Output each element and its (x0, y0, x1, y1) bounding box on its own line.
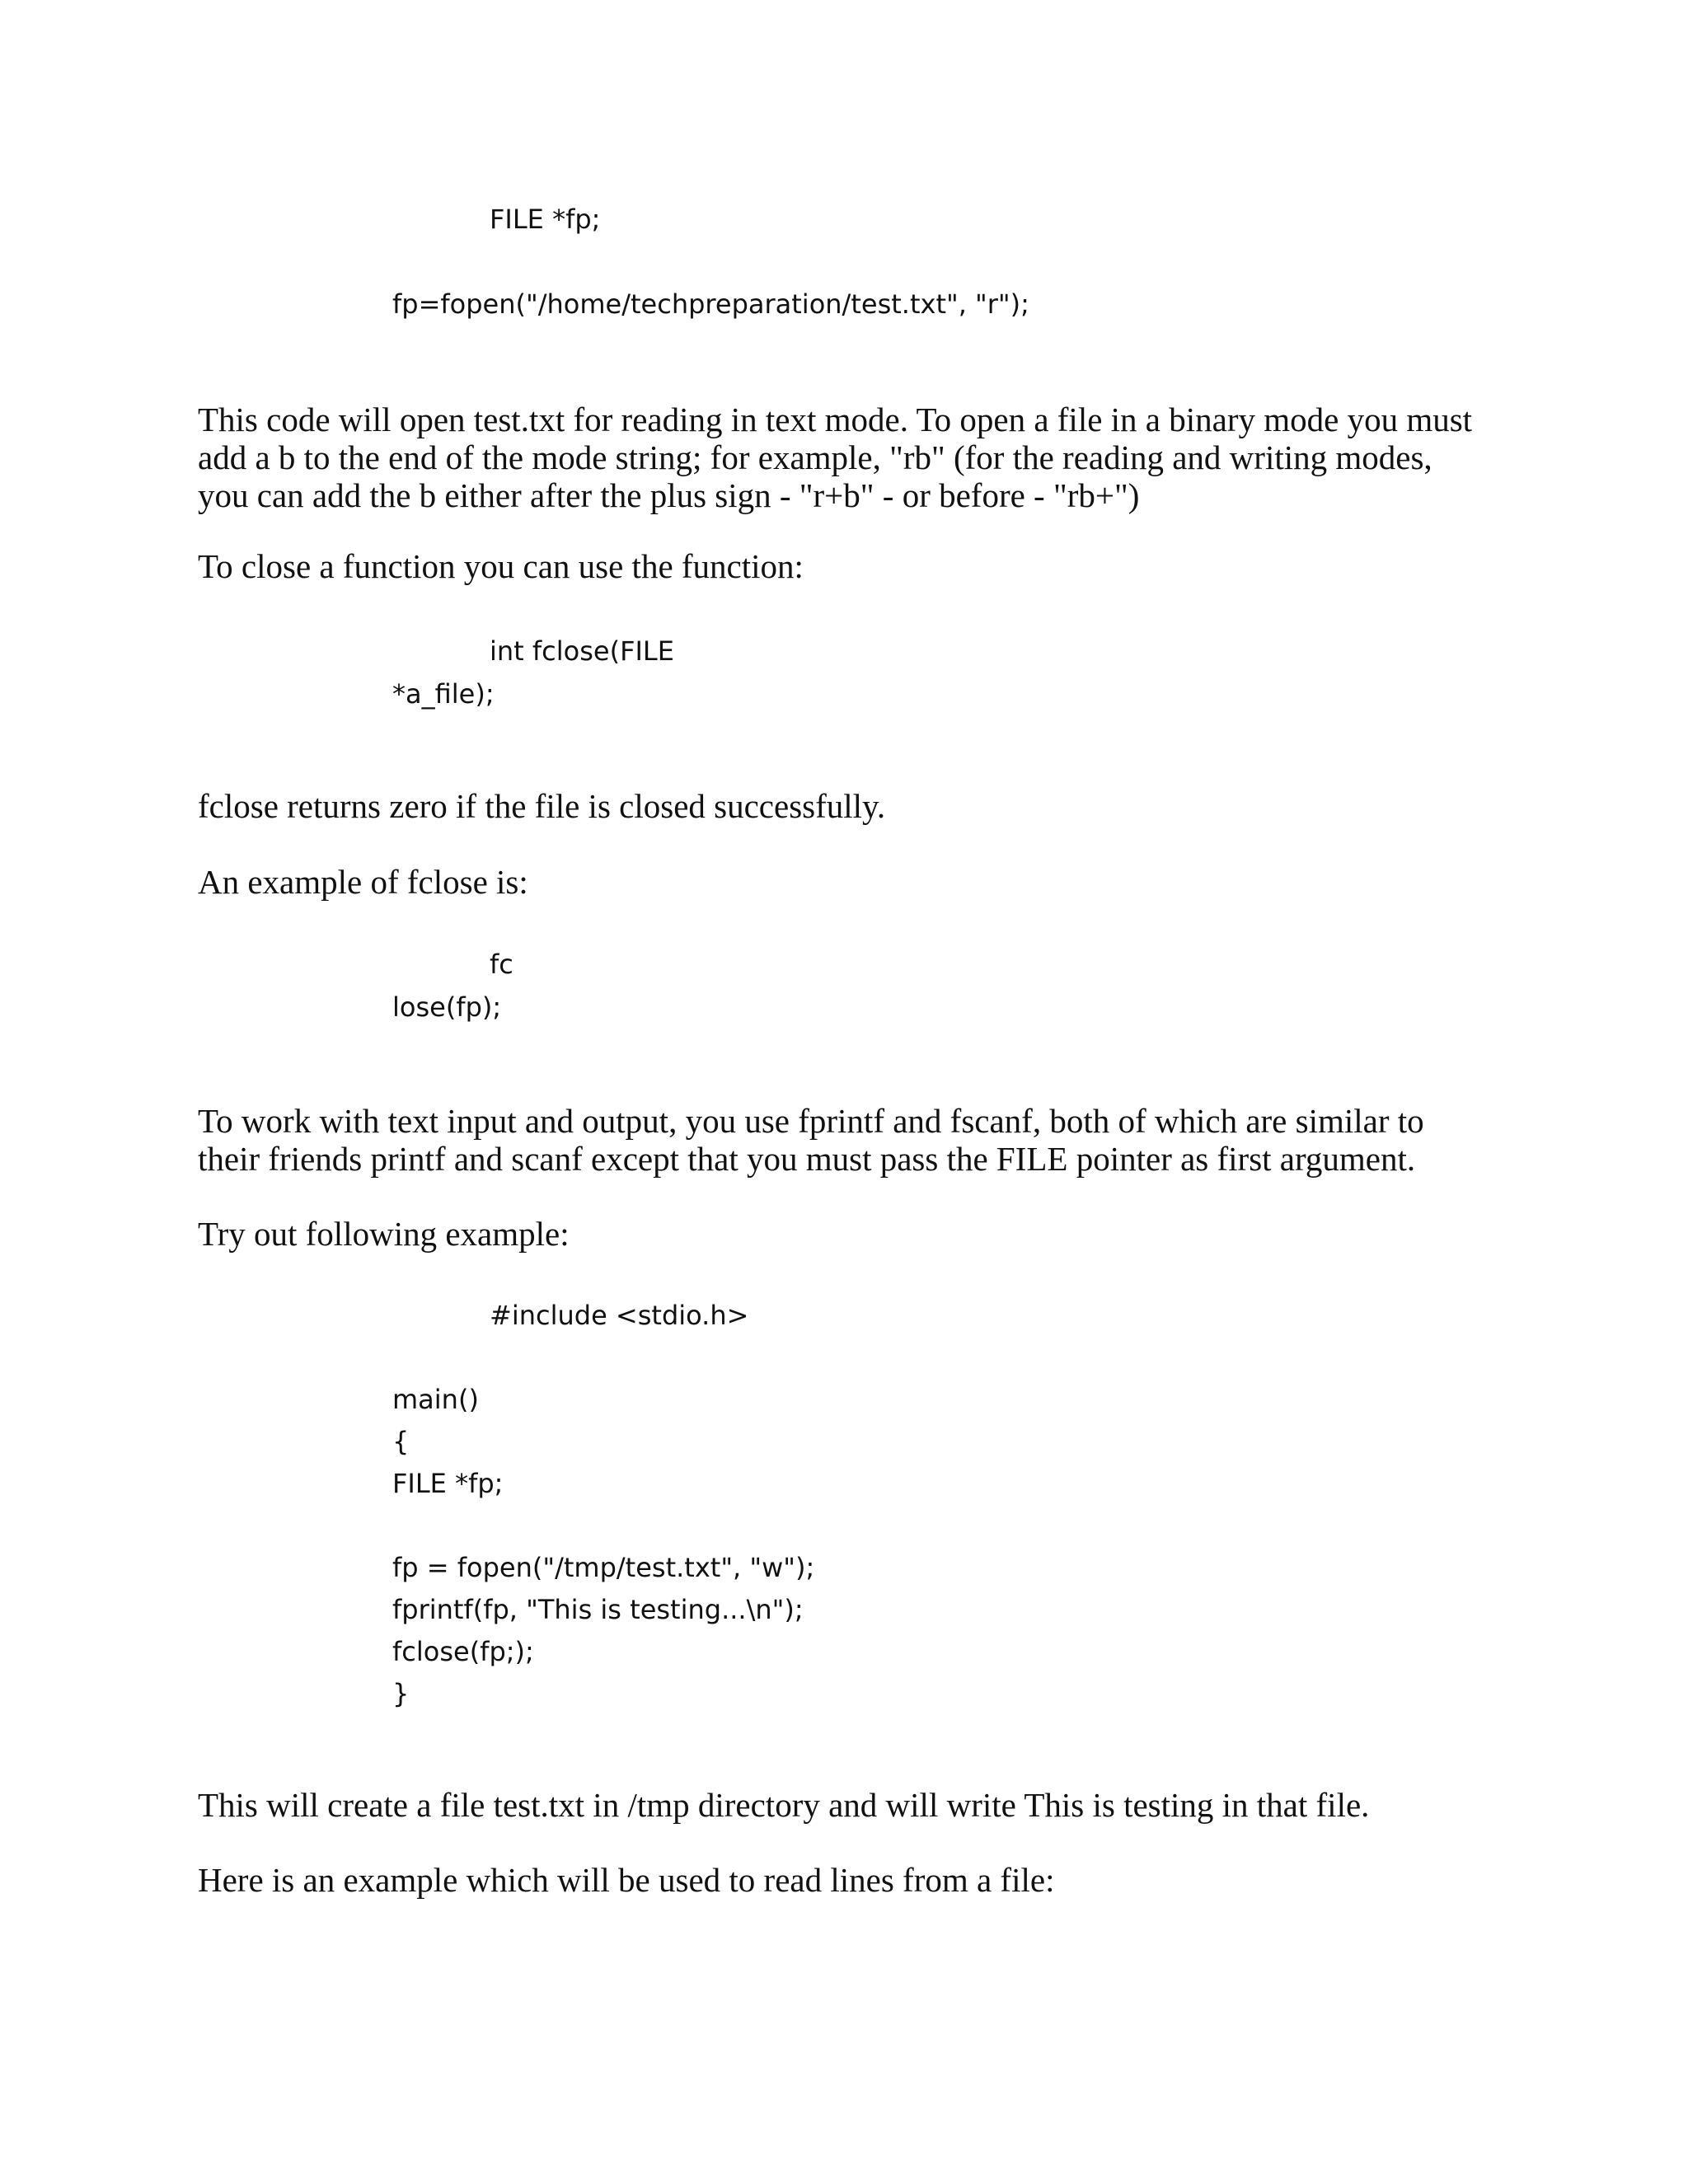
code-line: #include <stdio.h> (490, 1300, 749, 1331)
code-line: fprintf(fp, "This is testing...\n"); (392, 1594, 804, 1625)
paragraph: Try out following example: (198, 1215, 570, 1253)
paragraph: This will create a file test.txt in /tmp directory and will write This is testing in that file. (198, 1786, 1370, 1824)
code-line: fclose(fp;); (392, 1636, 534, 1667)
code-line: FILE *fp; (392, 1468, 504, 1499)
paragraph: Here is an example which will be used to read lines from a file: (198, 1861, 1055, 1899)
paragraph: To work with text input and output, you use fprintf and fscanf, both of which are similar to their friends printf and scanf except that you must pass the FILE pointer as first argument. (198, 1102, 1424, 1178)
code-line: main() (392, 1384, 479, 1415)
code-line: *a_file); (392, 678, 495, 710)
code-line: { (392, 1426, 410, 1457)
paragraph: fclose returns zero if the file is closed successfully. (198, 787, 886, 825)
paragraph: To close a function you can use the function: (198, 547, 804, 585)
code-line: int fclose(FILE (490, 635, 674, 667)
code-line: fp = fopen("/tmp/test.txt", "w"); (392, 1552, 815, 1583)
code-line: lose(fp); (392, 991, 502, 1023)
code-line: } (392, 1678, 410, 1709)
paragraph: An example of fclose is: (198, 863, 528, 901)
paragraph: This code will open test.txt for reading in text mode. To open a file in a binary mode you must add a b to the end of the mode string; for example, "rb" (for the reading and writing modes, you can add the b either after the plus sign - "r+b" - or before - "rb+") (198, 401, 1473, 514)
code-line: fc (490, 949, 513, 980)
code-line: fp=fopen("/home/techpreparation/test.txt", "r"); (392, 288, 1029, 320)
code-line: FILE *fp; (490, 204, 601, 235)
